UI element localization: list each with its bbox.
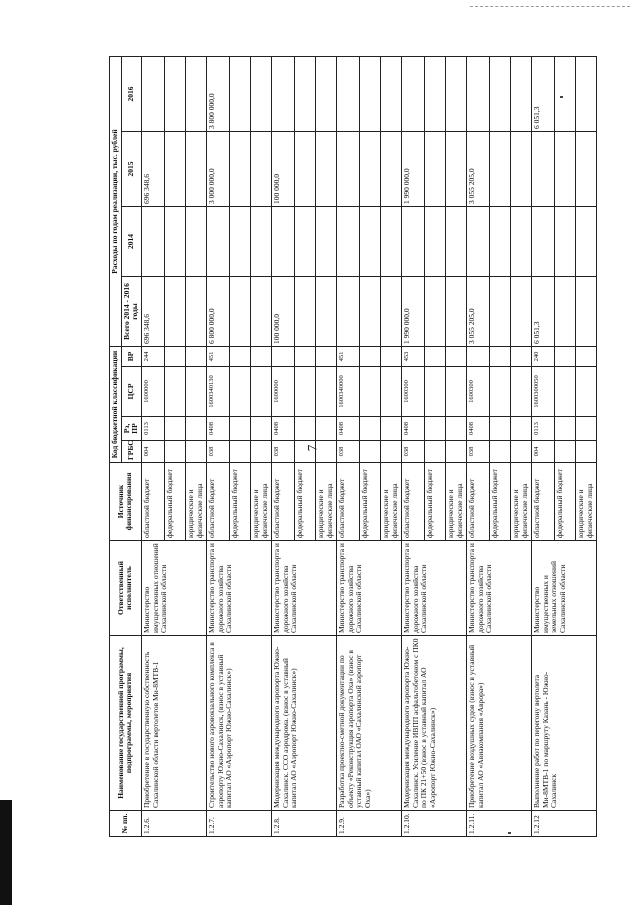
cell-grbs: 004	[531, 441, 554, 463]
source-regional: областной бюджет	[466, 463, 489, 541]
cell-rz: 0113	[531, 417, 554, 441]
source-regional: областной бюджет	[206, 463, 229, 541]
header-expenses: Расходы по годам реализации, тыс. рублей	[110, 56, 122, 346]
header-2014: 2014	[121, 207, 141, 277]
cell-2014	[336, 207, 359, 277]
cell-2015: 100 000,0	[271, 132, 294, 207]
header-budget-code: Код бюджетной классификации	[110, 347, 122, 463]
source-regional: областной бюджет	[531, 463, 554, 541]
header-row-1	[110, 56, 122, 836]
row-executor: Министерство транспорта и дорожного хозяйства Сахалинской области	[401, 541, 466, 636]
row-no: 1.2.6.	[141, 811, 206, 837]
cell-vr: 240	[531, 347, 554, 367]
cell-csr: 1600000	[271, 367, 294, 417]
cell-csr: 1600300	[466, 367, 489, 417]
cell-2015: 3 000 000,0	[206, 132, 229, 207]
header-rz: Рз, ПР	[121, 417, 141, 441]
source-legal: юридические и физические лица	[315, 463, 336, 541]
cell-rz: 0408	[466, 417, 489, 441]
table-row	[206, 56, 229, 836]
cell-2016	[401, 56, 424, 131]
source-regional: областной бюджет	[401, 463, 424, 541]
header-no: № пп.	[110, 811, 142, 837]
source-federal: федеральный бюджет	[424, 463, 445, 541]
source-legal: юридические и физические лица	[185, 463, 206, 541]
cell-total: 6 800 000,0	[206, 277, 229, 347]
page-number: 7	[304, 444, 320, 452]
cell-2015	[531, 132, 554, 207]
header-total: Всего 2014 - 2016 годы	[121, 277, 141, 347]
row-name: Модернизация международного аэропорта Южно-Сахалинск. Усиление ИВПП асфальтобетоном с ПК0 по ПК 21+50 (взнос в уставный капитал АО «Аэропорт Южно-Сахалинск»)	[401, 636, 466, 811]
header-2016: 2016	[121, 56, 141, 131]
cell-2016: 3 800 000,0	[206, 56, 229, 131]
source-federal: федеральный бюджет	[229, 463, 250, 541]
source-legal: юридические и физические лица	[575, 463, 596, 541]
table-wrapper	[109, 57, 594, 837]
row-no: 1.2.9.	[336, 811, 401, 837]
source-federal: федеральный бюджет	[164, 463, 185, 541]
row-name: Приобретение воздушных судов (взнос в уставный капитал АО «Авиакомпания «Аврора»)	[466, 636, 531, 811]
row-name: Приобретение в государственную собственность Сахалинской области вертолетов Ми-8МТВ-1	[141, 636, 206, 811]
cell-2014	[271, 207, 294, 277]
scan-edge-mark	[0, 800, 12, 905]
cell-2015	[336, 132, 359, 207]
cell-rz: 0408	[271, 417, 294, 441]
cell-vr: 451	[336, 347, 359, 367]
header-2015: 2015	[121, 132, 141, 207]
cell-total: 100 000,0	[271, 277, 294, 347]
cell-2014	[141, 207, 164, 277]
cell-2015: 696 348,6	[141, 132, 164, 207]
cell-grbs: 038	[401, 441, 424, 463]
cell-csr: 1600340000	[336, 367, 359, 417]
row-no: 1.2.10.	[401, 811, 466, 837]
source-regional: областной бюджет	[271, 463, 294, 541]
cell-csr: 1600340130	[206, 367, 229, 417]
cell-total: 696 348,6	[141, 277, 164, 347]
source-regional: областной бюджет	[336, 463, 359, 541]
cell-2016	[466, 56, 489, 131]
row-executor: Министерство транспорта и дорожного хозяйства Сахалинской области	[271, 541, 336, 636]
table-row	[141, 56, 164, 836]
cell-total: 1 990 000,0	[401, 277, 424, 347]
cell-vr	[271, 347, 294, 367]
cell-csr: 1600000	[141, 367, 164, 417]
budget-table	[109, 56, 597, 837]
table-row	[271, 56, 294, 836]
header-executor: Ответственный исполнитель	[110, 541, 142, 636]
cell-vr: 451	[206, 347, 229, 367]
cell-grbs: 004	[141, 441, 164, 463]
cell-rz: 0408	[206, 417, 229, 441]
source-legal: юридические и физические лица	[445, 463, 466, 541]
header-source: Источник финансирования	[110, 463, 142, 541]
cell-2016	[336, 56, 359, 131]
row-executor: Министерство имущественных отношений Сахалинской области	[141, 541, 206, 636]
row-executor: Министерство транспорта и дорожного хозяйства Сахалинской области	[206, 541, 271, 636]
table-row	[401, 56, 424, 836]
cell-2014	[401, 207, 424, 277]
row-name: Разработка проектно-сметной документации по объекту «Реконструкция аэропорта Оха» (взнос в уставный капитал ОАО «Сахалинский аэропорт Оха»)	[336, 636, 401, 811]
cell-2014	[531, 207, 554, 277]
source-federal: федеральный бюджет	[489, 463, 510, 541]
table-row	[466, 56, 489, 836]
cell-rz: 0408	[401, 417, 424, 441]
row-name: Выполнение работ по перегону вертолета Ми-8МТВ-1 по маршруту Казань - Южно-Сахалинск	[531, 636, 596, 811]
cell-grbs: 038	[466, 441, 489, 463]
cell-total: 3 055 205,0	[466, 277, 489, 347]
cell-grbs: 038	[336, 441, 359, 463]
cell-grbs: 038	[271, 441, 294, 463]
cell-2015: 1 990 000,0	[401, 132, 424, 207]
source-federal: федеральный бюджет	[359, 463, 380, 541]
cell-2016	[271, 56, 294, 131]
cell-rz: 0113	[141, 417, 164, 441]
source-legal: юридические и физические лица	[380, 463, 401, 541]
row-no: 1.2.7.	[206, 811, 271, 837]
header-grbs: ГРБС	[121, 441, 141, 463]
row-executor: Министерство транспорта и дорожного хозяйства Сахалинской области	[466, 541, 531, 636]
source-federal: федеральный бюджет	[294, 463, 315, 541]
table-row	[531, 56, 554, 836]
row-no: 1.2.12	[531, 811, 596, 837]
source-regional: областной бюджет	[141, 463, 164, 541]
cell-vr	[466, 347, 489, 367]
rotated-landscape	[109, 57, 594, 837]
row-no: 1.2.11.	[466, 811, 531, 837]
scan-top-line	[470, 6, 630, 7]
header-csr: ЦСР	[121, 367, 141, 417]
cell-2014	[206, 207, 229, 277]
row-name: Модернизация международного аэропорта Южно-Сахалинск. ССО аэродрома. (взнос в уставный капитал АО «Аэропорт Южно-Сахалинск»)	[271, 636, 336, 811]
cell-2015: 3 055 205,0	[466, 132, 489, 207]
header-name: Наименование государственной программы, подпрограммы, мероприятия	[110, 636, 142, 811]
cell-csr: 1600300	[401, 367, 424, 417]
row-executor: Министерство транспорта и дорожного хозяйства Сахалинской области	[336, 541, 401, 636]
row-no: 1.2.8.	[271, 811, 336, 837]
table-row	[336, 56, 359, 836]
cell-rz: 0408	[336, 417, 359, 441]
cell-2016	[141, 56, 164, 131]
row-executor: Министерство имущественных и земельных отношений Сахалинской области	[531, 541, 596, 636]
cell-2016: 6 051,3	[531, 56, 554, 131]
source-federal: федеральный бюджет	[554, 463, 575, 541]
row-name: Строительство нового аэровокзального комплекса в аэропорту Южно-Сахалинск, (взнос в уставный капитал АО «Аэропорт Южно-Сахалинск»)	[206, 636, 271, 811]
header-vr: ВР	[121, 347, 141, 367]
cell-vr: 244	[141, 347, 164, 367]
cell-csr: 1600300050	[531, 367, 554, 417]
cell-2014	[466, 207, 489, 277]
cell-vr: 453	[401, 347, 424, 367]
source-legal: юридические и физические лица	[510, 463, 531, 541]
cell-grbs: 038	[206, 441, 229, 463]
cell-total: 6 051,3	[531, 277, 554, 347]
cell-total	[336, 277, 359, 347]
source-legal: юридические и физические лица	[250, 463, 271, 541]
